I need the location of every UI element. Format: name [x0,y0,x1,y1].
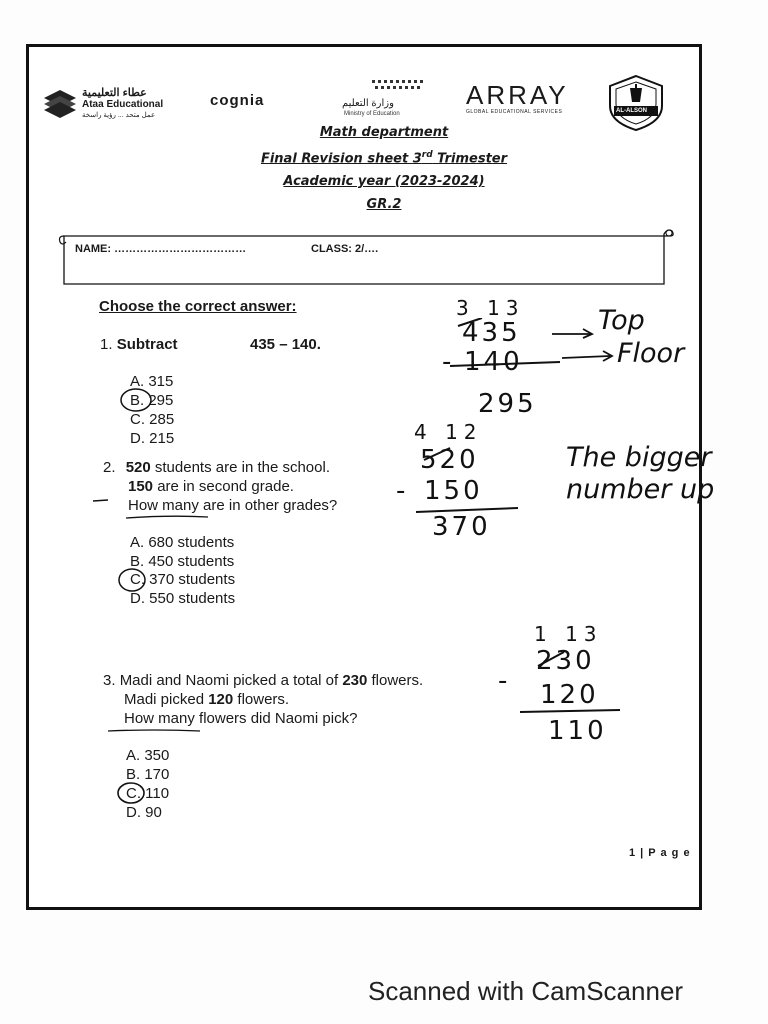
ataa-tagline: عمل متحد ... رؤية راسخة [82,112,156,119]
q1-hand-minus: - [442,347,455,377]
array-tagline: GLOBAL EDUCATIONAL SERVICES [466,109,563,115]
moe-arabic-name: وزارة التعليم [342,98,394,109]
question-1 [100,336,178,353]
q3-hand-top: 230 [536,646,595,676]
class-field[interactable]: CLASS: 2/…. [311,243,379,255]
q1-hand-top: 435 [462,318,521,348]
question-3-line-1-a: Madi and Naomi picked a total of [119,672,343,689]
ataa-educational-logo [42,84,172,124]
department-title: Math department [319,125,449,140]
question-3-line-3: How many flowers did Naomi pick? [124,710,358,727]
question-3-total: 230 [342,672,368,689]
q3-carry-digits: 1 13 [534,622,603,646]
q2-hand-bottom: 150 [424,476,483,506]
array-wordmark: ARRAY [466,80,569,110]
q2-option-a[interactable]: A. 680 students [130,534,235,551]
question-2-total: 520 [125,459,151,476]
q3-hand-strokes [518,640,628,720]
question-2-line-3: How many are in other grades? [128,497,338,514]
q3-hand-result: 110 [548,716,607,746]
q2-hand-result: 370 [432,512,491,542]
q3-option-d[interactable]: D. 90 [126,804,162,821]
q1-option-d[interactable]: D. 215 [130,430,175,447]
question-3-line-2 [124,691,289,708]
revision-sheet-title [0,150,768,166]
q1-hand-strokes [440,318,620,398]
question-1-number: 1. [100,336,113,353]
question-2-number: 2. [103,459,116,476]
question-2-line-2-text: are in second grade. [153,478,294,495]
academic-year: Academic year (2023-2024) [283,174,485,189]
ataa-mark-icon [42,86,78,122]
q3-underline-mark [105,726,205,736]
q2-note-line-2: number up [566,474,715,505]
school-crest-icon [604,74,668,132]
q3-hand-minus: - [498,666,511,696]
q1-hand-result: 295 [478,389,537,419]
cognia-logo: cognia [210,92,265,109]
q2-underline-marks [90,492,215,522]
sheet-title-suffix: Trimester [432,151,508,167]
question-2-part: 150 [128,478,154,495]
q2-hand-strokes [410,440,530,520]
q1-option-c[interactable]: C. 285 [130,411,175,428]
q2-option-b[interactable]: B. 450 students [130,553,235,570]
array-logo [466,80,581,120]
scanner-watermark: Scanned with CamScanner [368,976,684,1006]
question-2-line-1-text: students are in the school. [150,459,330,476]
q3-answer-circle-icon [115,780,147,806]
ministry-of-education-logo [340,78,435,122]
ataa-english-name: Ataa Educational [82,99,164,110]
instruction-heading: Choose the correct answer: [99,298,297,315]
page-number: 1 | P a g e [629,847,691,859]
q3-option-c[interactable]: C. 110 [126,785,170,802]
question-2-line-1 [103,459,330,476]
ataa-arabic-name: عطاء التعليمية [82,87,147,99]
q1-answer-circle-icon [118,386,154,414]
sheet-title-ordinal: rd [421,150,433,160]
q2-answer-circle-icon [116,566,148,594]
sheet-title-prefix: Final Revision sheet 3 [260,151,422,167]
grade-label: GR.2 [366,197,402,212]
q2-hand-minus: - [396,476,409,506]
q1-carry-digits: 3 13 [456,296,525,320]
question-3-line-1 [103,672,423,689]
q2-note-line-1: The bigger [566,442,712,473]
q3-hand-bottom: 120 [540,680,599,710]
question-3-line-2-b: flowers. [233,691,290,708]
q1-option-a[interactable]: A. 315 [130,373,174,390]
question-3-number: 3. [103,672,116,689]
question-1-word: Subtract [116,336,178,353]
question-1-expression: 435 – 140. [250,336,321,353]
moe-dots-icon [370,78,430,94]
q1-note-floor: Floor [617,338,685,369]
question-3-line-1-b: flowers. [367,672,424,689]
question-3-line-2-a: Madi picked [124,691,209,708]
q1-hand-bottom: 140 [464,347,523,377]
q1-option-b[interactable]: B. 295 [130,392,174,409]
q2-option-d[interactable]: D. 550 students [130,590,236,607]
q2-carry-digits: 4 12 [414,420,483,444]
question-3-part: 120 [208,691,234,708]
q1-note-top: Top [598,305,645,336]
q2-hand-top: 520 [420,445,479,475]
school-crest-logo [604,74,668,132]
q2-option-c[interactable]: C. 370 students [130,571,236,588]
school-name-label: AL-ALSON [616,108,647,114]
name-class-box [58,228,676,290]
q3-option-b[interactable]: B. 170 [126,766,170,783]
moe-english-name: Ministry of Education [344,111,400,117]
q3-option-a[interactable]: A. 350 [126,747,170,764]
name-field[interactable]: NAME: ……………………………… [75,243,247,255]
